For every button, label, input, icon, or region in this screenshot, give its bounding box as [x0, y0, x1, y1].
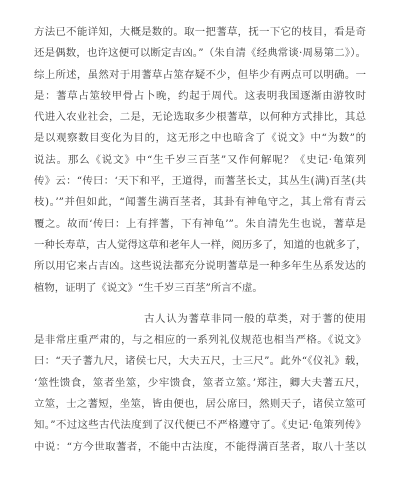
text-line: 说法。那么《说文》中“生千岁三百茎”又作何解呢？《史记·龟策列	[34, 153, 366, 166]
text-line: 古人认为蓍草非同一般的草类，对于蓍的使用	[144, 312, 366, 325]
text-line: 立筮，士之蓍短，坐筮，皆由便也，居公席曰，然则天子，诸侯立筮可	[34, 398, 366, 411]
text-line: 是以观察数目变化为目的，这无形之中也暗含了《说文》中“为数”的	[34, 132, 366, 145]
text-line: 还是偶数，也许这便可以断定吉凶。”（朱自清《经典常谈·周易第二》）。	[34, 47, 366, 60]
text-line: 中说：“方今世取蓍者，不能中古法度，不能得满百茎者，取八十茎以	[34, 440, 366, 453]
text-line: 植物，证明了《说文》“生千岁三百茎”所言不虚。	[34, 281, 263, 294]
text-line: 知。”不过这些古代法度到了汉代便已不严格遵守了。《史记·龟策列传》	[34, 419, 366, 432]
text-line: 是非常庄重严肃的，与之相应的一系列礼仪规范也相当严格。《说文》	[34, 334, 366, 347]
text-line: 曰：“天子蓍九尺，诸侯七尺，大夫五尺，士三尺”。此外“《仪礼》载，	[34, 355, 366, 368]
paragraph-gap	[34, 299, 366, 309]
text-line: 一种长寿草，古人觉得这草和老年人一样，阅历多了，知道的也就多了，	[34, 238, 366, 251]
text-line: 所以用它来占吉凶。这些说法都充分说明蓍草是一种多年生丛系发达的	[34, 260, 366, 273]
text-line: 传》云：“传曰：‘天下和平，王道得，而蓍茎长丈，其丛生(满)百茎(共	[34, 175, 366, 188]
text-line: 覆之。故而‘传曰：上有拌蓍，下有神龟’”。朱自清先生也说，蓍草是	[34, 217, 366, 230]
text-line: 枝)。’”并但如此，“闻蓍生满百茎者，其卦有神龟守之，其上常有青云	[34, 196, 366, 209]
document-body	[34, 22, 366, 458]
text-line: 代进入农业社会，二是，无论选取多少根蓍草，以何种方式排比，其总	[34, 111, 366, 124]
text-line: 是：蓍草占筮较甲骨占卜晚，约起于周代。这表明我国逐渐由游牧时	[34, 89, 366, 102]
text-line: 综上所述，虽然对于用蓍草占筮存疑不少，但毕少有两点可以明确。一	[34, 68, 366, 81]
text-line: 方法已不能详知，大概是数的。取一把蓍草，抚一下它的枝目，看是奇	[34, 26, 366, 38]
text-line: ‘筮性馈食，筮者坐筮，少牢馈食，筮者立筮。’郑注，卿大夫蓍五尺，	[34, 376, 366, 389]
